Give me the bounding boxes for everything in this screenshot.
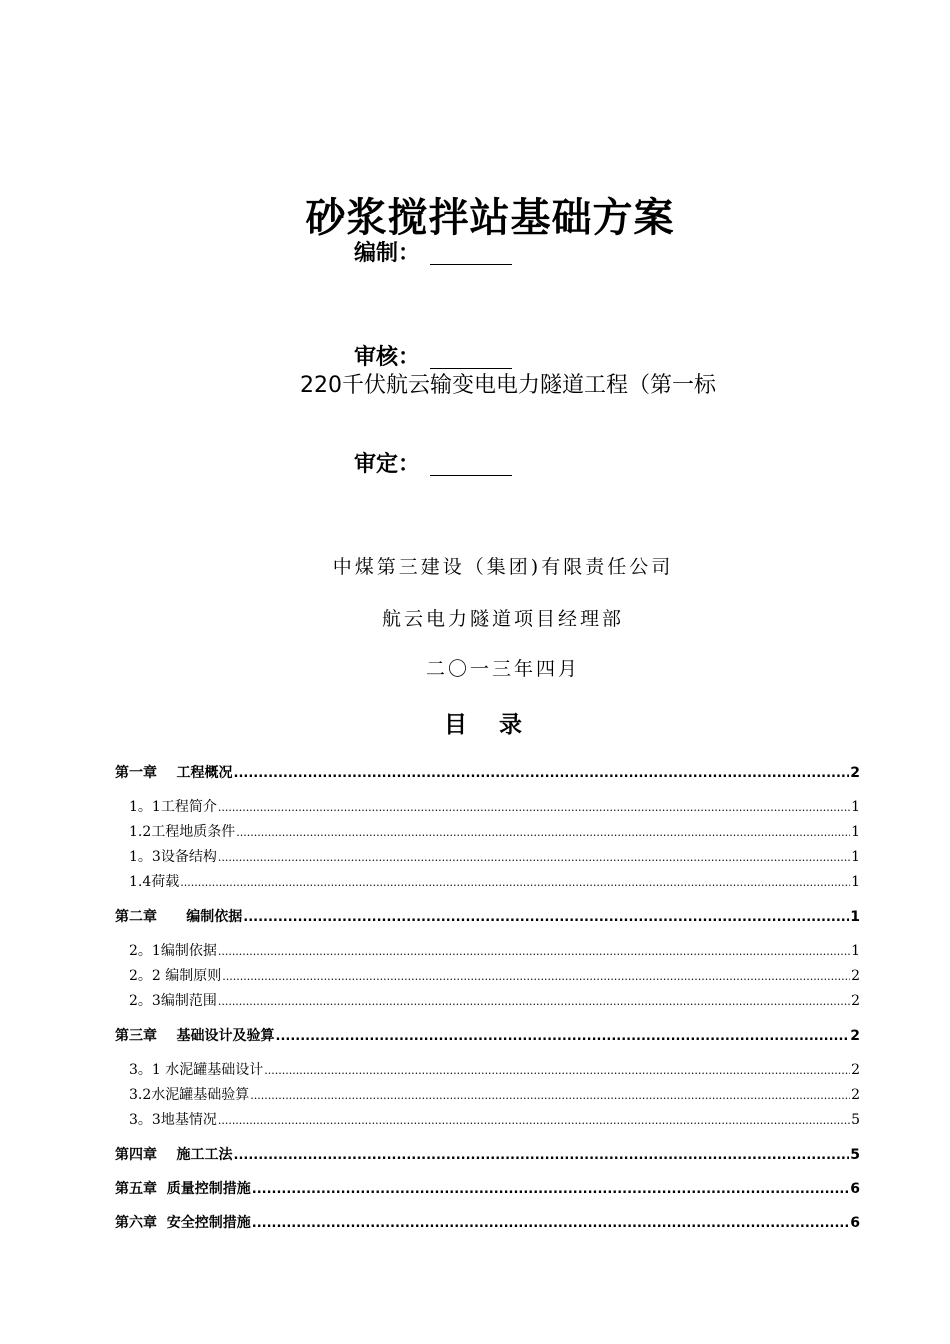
toc-leader — [222, 968, 850, 984]
toc-label: 3.2水泥罐基础验算 — [129, 1087, 250, 1103]
signature-label: 审核： — [354, 345, 421, 370]
toc-label: 第一章 工程概况 — [115, 765, 233, 781]
toc-label: 2。2 编制原则 — [129, 968, 222, 984]
toc-section-3-1[interactable] — [115, 1059, 860, 1079]
signature-blank — [430, 455, 512, 476]
toc-leader — [236, 824, 850, 840]
toc-leader — [218, 1112, 850, 1128]
toc-page: 1 — [851, 849, 860, 865]
toc-section-1-4[interactable] — [115, 871, 860, 891]
toc-leader — [218, 943, 850, 959]
toc-label: 3。1 水泥罐基础设计 — [129, 1062, 264, 1078]
toc-leader — [234, 1147, 850, 1163]
document-date: 二〇一三年四月 — [425, 658, 580, 680]
signature-blank — [430, 244, 512, 265]
department-name: 航云电力隧道项目经理部 — [381, 608, 624, 630]
toc-leader — [243, 909, 849, 925]
toc-section-2-3[interactable] — [115, 990, 860, 1010]
toc-title: 目 录 — [443, 712, 534, 738]
toc-page: 2 — [851, 1062, 860, 1078]
toc-label: 第五章 质量控制措施 — [115, 1181, 251, 1197]
toc-leader — [218, 993, 850, 1009]
toc-leader — [252, 1215, 850, 1231]
toc-section-1-2[interactable] — [115, 821, 860, 841]
toc-leader — [218, 849, 850, 865]
toc-chapter-2[interactable] — [115, 906, 860, 926]
toc-section-2-2[interactable] — [115, 965, 860, 985]
toc-label: 第四章 施工工法 — [115, 1147, 233, 1163]
toc-label: 第二章 编制依据 — [115, 909, 243, 925]
signature-compiled-by — [354, 236, 512, 267]
toc-label: 第三章 基础设计及验算 — [115, 1028, 275, 1044]
toc-section-2-1[interactable] — [115, 940, 860, 960]
toc-page: 2 — [851, 1087, 860, 1103]
toc-chapter-1[interactable] — [115, 762, 860, 782]
toc-page: 2 — [850, 765, 860, 781]
toc-page: 1 — [851, 874, 860, 890]
toc-page: 6 — [850, 1215, 860, 1231]
toc-label: 1.4荷载 — [129, 874, 180, 890]
toc-label: 3。3地基情况 — [129, 1112, 217, 1128]
toc-section-1-1[interactable] — [115, 796, 860, 816]
toc-page: 5 — [850, 1147, 860, 1163]
toc-leader — [180, 874, 850, 890]
toc-leader — [276, 1028, 850, 1044]
document-title: 砂浆搅拌站基础方案 — [305, 195, 675, 241]
toc-leader — [264, 1062, 850, 1078]
toc-page: 6 — [850, 1181, 860, 1197]
toc-label: 第六章 安全控制措施 — [115, 1215, 251, 1231]
signature-reviewed-by — [354, 340, 512, 371]
toc-section-3-3[interactable] — [115, 1109, 860, 1129]
toc-label: 1。3设备结构 — [129, 849, 217, 865]
company-name: 中煤第三建设（集团)有限责任公司 — [332, 556, 674, 578]
toc-page: 1 — [851, 824, 860, 840]
toc-page: 1 — [851, 943, 860, 959]
toc-page: 1 — [850, 909, 860, 925]
project-name: 220千伏航云输变电电力隧道工程（第一标 — [300, 373, 716, 398]
toc-chapter-3[interactable] — [115, 1025, 860, 1045]
toc-page: 2 — [851, 968, 860, 984]
toc-label: 2。1编制依据 — [129, 943, 217, 959]
toc-section-1-3[interactable] — [115, 846, 860, 866]
toc-chapter-5[interactable] — [115, 1178, 860, 1198]
toc-page: 2 — [850, 1028, 860, 1044]
toc-chapter-4[interactable] — [115, 1144, 860, 1164]
signature-label: 编制： — [354, 241, 421, 266]
signature-approved-by — [354, 447, 512, 478]
toc-leader — [234, 765, 850, 781]
toc-leader — [250, 1087, 850, 1103]
toc-label: 1。1工程简介 — [129, 799, 217, 815]
toc-page: 1 — [851, 799, 860, 815]
toc-page: 2 — [851, 993, 860, 1009]
signature-blank — [430, 348, 512, 369]
toc-page: 5 — [851, 1112, 860, 1128]
signature-label: 审定： — [354, 452, 421, 477]
toc-section-3-2[interactable] — [115, 1084, 860, 1104]
toc-chapter-6[interactable] — [115, 1212, 860, 1232]
toc-leader — [252, 1181, 850, 1197]
toc-leader — [218, 799, 850, 815]
toc-label: 1.2工程地质条件 — [129, 824, 236, 840]
toc-label: 2。3编制范围 — [129, 993, 217, 1009]
